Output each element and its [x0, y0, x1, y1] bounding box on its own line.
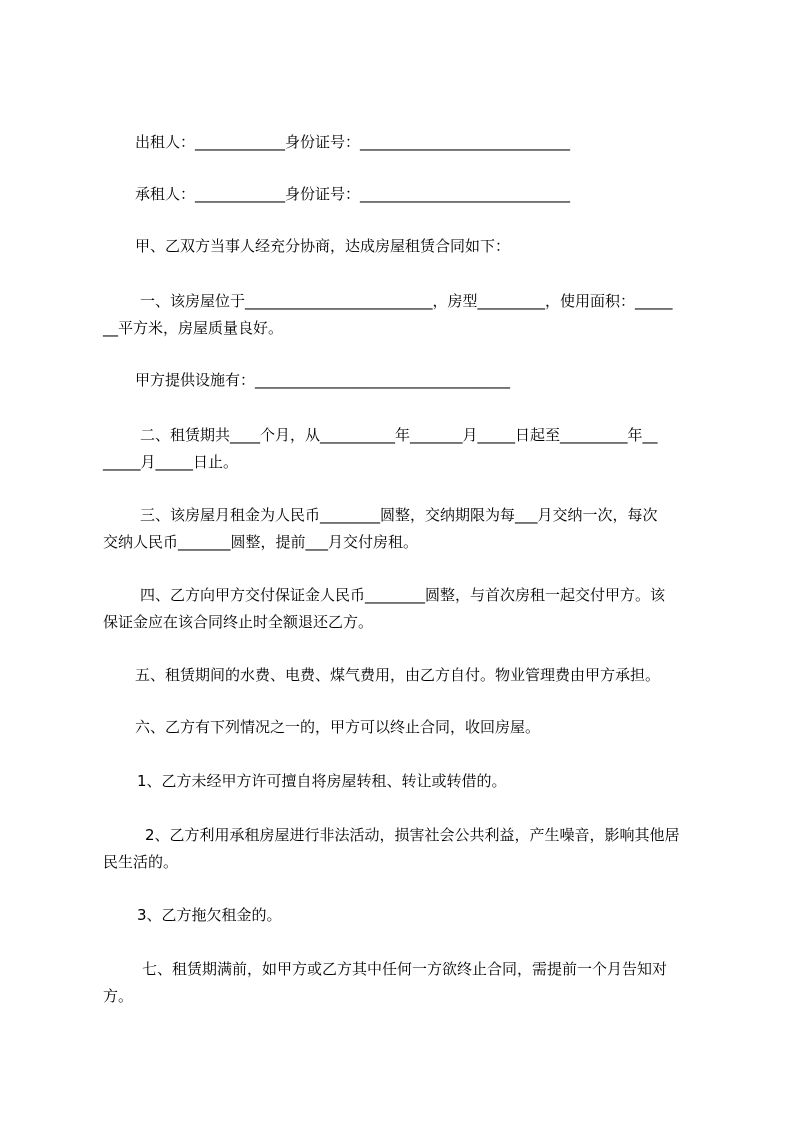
- lessee-line: 承租人：____________身份证号：____________________________: [135, 185, 571, 203]
- clause-1-line-2: __平方米，房屋质量良好。: [103, 319, 284, 337]
- lessor-line: 出租人：____________身份证号：____________________________: [135, 133, 571, 151]
- clause-6-paragraph: 六、乙方有下列情况之一的，甲方可以终止合同，收回房屋。: [135, 718, 541, 736]
- item-3-paragraph: 3、乙方拖欠租金的。: [137, 906, 282, 924]
- clause-4-line-2: 保证金应在该合同终止时全额退还乙方。: [103, 613, 374, 631]
- item-2-line-2: 民生活的。: [103, 853, 179, 871]
- clause-4-line-1: 四、乙方向甲方交付保证金人民币________圆整，与首次房租一起交付甲方。该: [140, 586, 666, 604]
- clause-3-line-2: 交纳人民币_______圆整，提前___月交付房租。: [103, 533, 419, 551]
- clause-3-line-1: 三、该房屋月租金为人民币________圆整，交纳期限为每___月交纳一次，每次: [140, 506, 658, 524]
- clause-7-line-1: 七、租赁期满前，如甲方或乙方其中任何一方欲终止合同，需提前一个月告知对: [142, 960, 668, 978]
- clause-1-line-1: 一、该房屋位于_________________________，房型_________，使用面积：_____: [140, 292, 673, 310]
- facilities-line: 甲方提供设施有：__________________________________: [135, 371, 511, 389]
- item-2-line-1: 2、乙方利用承租房屋进行非法活动，损害社会公共利益，产生噪音，影响其他居: [145, 826, 680, 844]
- clause-7-line-2: 方。: [103, 987, 134, 1005]
- clause-2-line-2: _____月_____日止。: [103, 453, 239, 471]
- item-1-paragraph: 1、乙方未经甲方许可擅自将房屋转租、转让或转借的。: [137, 772, 507, 790]
- clause-2-line-1: 二、租赁期共____个月，从__________年_______月_____日起至_________年__: [140, 426, 658, 444]
- clause-5-paragraph: 五、租赁期间的水费、电费、煤气费用，由乙方自付。物业管理费由甲方承担。: [135, 666, 661, 684]
- intro-paragraph: 甲、乙双方当事人经充分协商，达成房屋租赁合同如下：: [135, 237, 511, 255]
